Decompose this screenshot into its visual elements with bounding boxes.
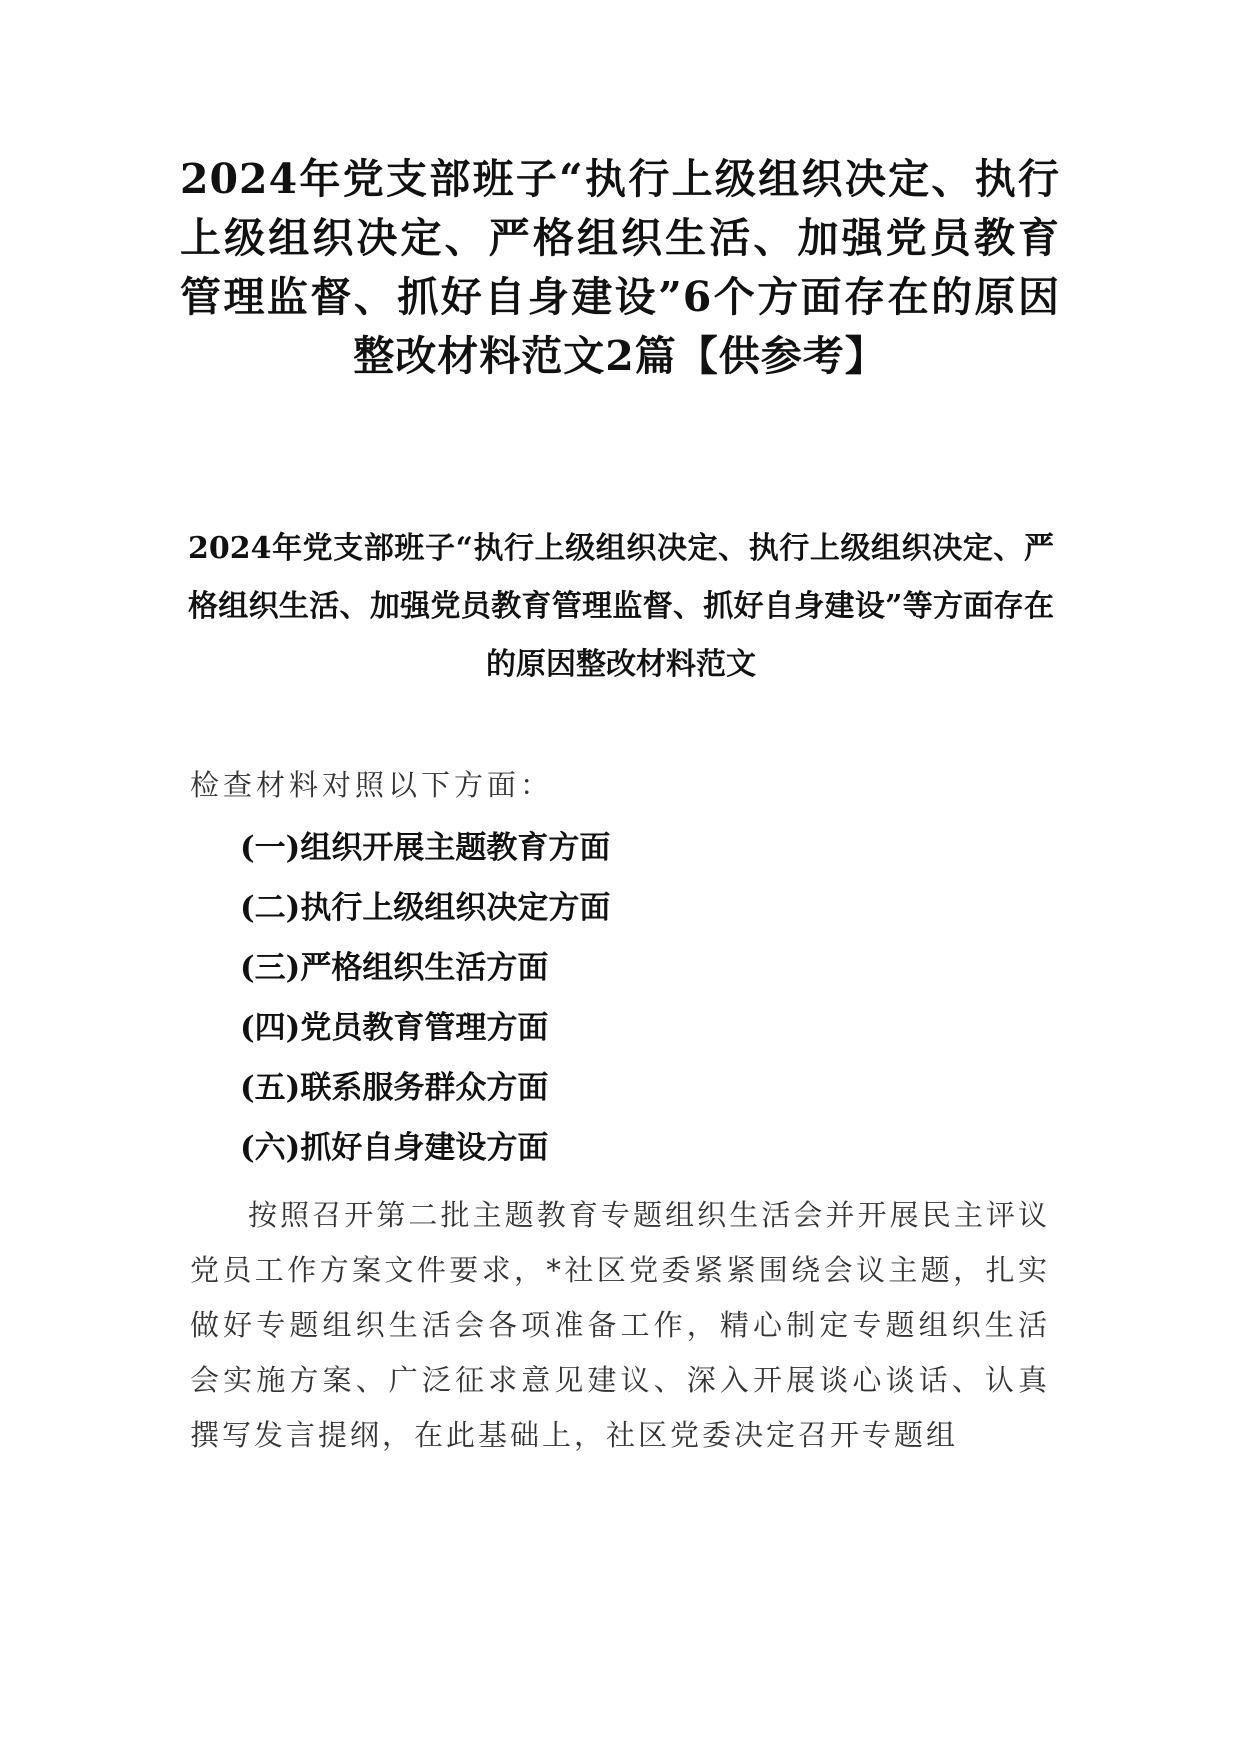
aspect-item: (三)严格组织生活方面: [240, 950, 549, 986]
aspect-item: (四)党员教育管理方面: [240, 1010, 549, 1046]
aspect-item: (二)执行上级组织决定方面: [240, 890, 611, 926]
sub-title: 2024年党支部班子“执行上级组织决定、执行上级组织决定、严格组织生活、加强党员教育管理监督、抓好自身建设”等方面存在的原因整改材料范文: [188, 531, 1054, 682]
aspects-list: [240, 818, 610, 1178]
body-paragraph: 按照召开第二批主题教育专题组织生活会并开展民主评议党员工作方案文件要求，*社区党委紧紧围绕会议主题，扎实做好专题组织生活会各项准备工作，精心制定专题组织生活会实施方案、广泛征求意见建议、深入开展谈心谈话、认真撰写发言提纲，在此基础上，社区党委决定召开专题组: [190, 1198, 1050, 1452]
aspect-item: (一)组织开展主题教育方面: [240, 830, 611, 866]
intro-text: 检查材料对照以下方面：: [190, 768, 554, 802]
aspect-item: (六)抓好自身建设方面: [240, 1130, 549, 1166]
aspect-item: (五)联系服务群众方面: [240, 1070, 549, 1106]
main-title: 2024年党支部班子“执行上级组织决定、执行上级组织决定、严格组织生活、加强党员教育管理监督、抓好自身建设”6个方面存在的原因整改材料范文2篇【供参考】: [180, 155, 1060, 380]
